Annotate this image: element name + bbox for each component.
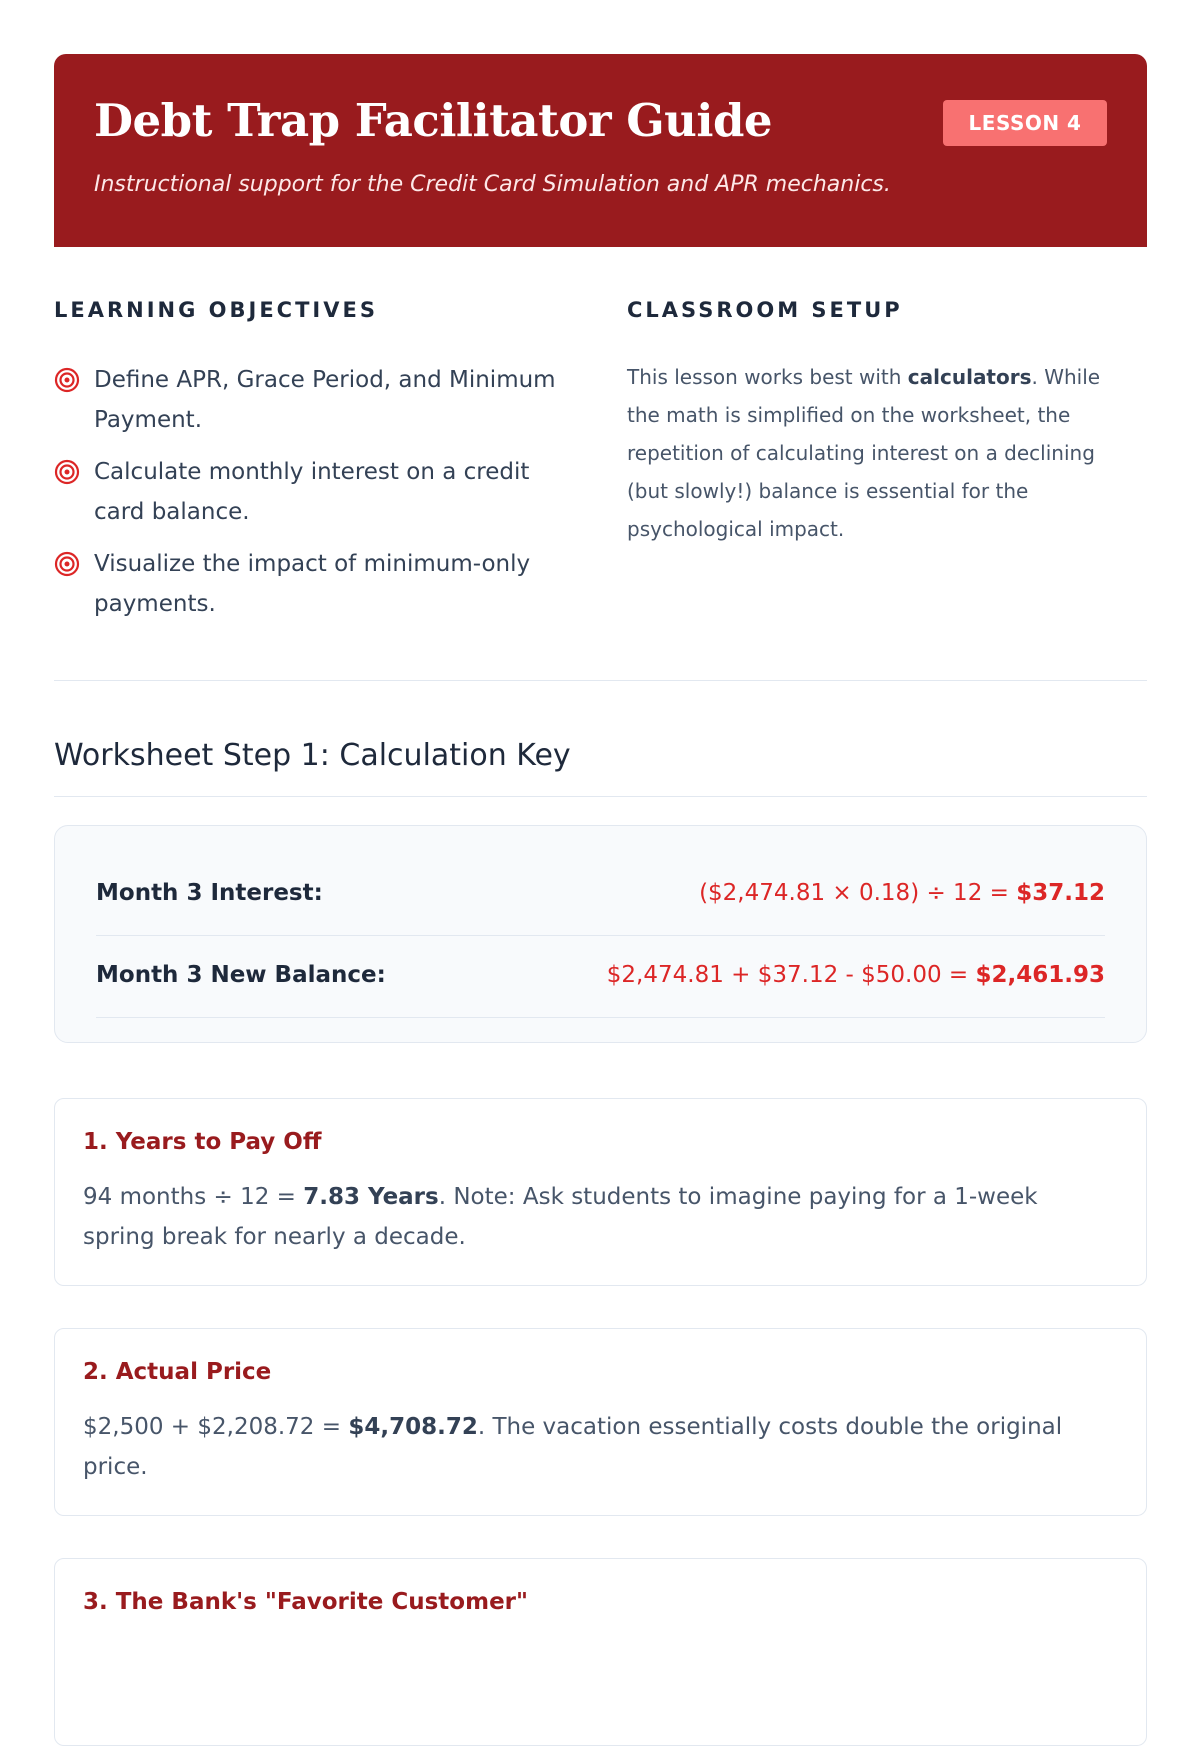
objectives-heading: LEARNING OBJECTIVES	[54, 298, 378, 322]
answer-text: $2,500 + $2,208.72 = $4,708.72. The vacation essentially costs double the original price.	[83, 1414, 1063, 1480]
objectives-list	[54, 360, 564, 636]
answer-card	[54, 1328, 1147, 1516]
target-icon	[54, 551, 80, 577]
list-item	[54, 360, 564, 440]
objective-text: Calculate monthly interest on a credit card balance.	[94, 459, 530, 525]
calc-formula: $2,474.81 + $37.12 - $50.00 = $2,461.93	[606, 962, 1105, 988]
calc-label: Month 3 New Balance:	[96, 962, 386, 988]
lesson-badge: LESSON 4	[943, 100, 1107, 146]
objective-text: Define APR, Grace Period, and Minimum Payment.	[94, 367, 556, 433]
calc-result: $2,461.93	[975, 962, 1105, 988]
calc-result: $37.12	[1016, 880, 1105, 906]
list-item	[54, 544, 564, 624]
objective-text: Visualize the impact of minimum-only payments.	[94, 551, 531, 617]
title-underline	[54, 796, 1147, 797]
page-subtitle: Instructional support for the Credit Card Simulation and APR mechanics.	[94, 172, 891, 197]
answer-card	[54, 1558, 1147, 1746]
answer-emphasis: 7.83 Years	[303, 1184, 439, 1210]
calc-row	[96, 854, 1105, 936]
section-divider	[54, 680, 1147, 681]
answer-title: 1. Years to Pay Off	[83, 1129, 322, 1155]
page-title: Debt Trap Facilitator Guide	[94, 94, 773, 147]
answer-card	[54, 1098, 1147, 1286]
lesson-header	[54, 54, 1147, 247]
calc-label: Month 3 Interest:	[96, 880, 323, 906]
answer-emphasis: $4,708.72	[348, 1414, 478, 1440]
setup-text: This lesson works best with calculators. While the math is simplified on the worksheet, the repetition of calculating interest on a declining (but slowly!) balance is essential for the psychological impact.	[627, 365, 1101, 541]
setup-emphasis: calculators	[907, 365, 1032, 389]
setup-heading: CLASSROOM SETUP	[627, 298, 903, 322]
answer-title: 3. The Bank's "Favorite Customer"	[83, 1589, 528, 1615]
calc-formula: ($2,474.81 × 0.18) ÷ 12 = $37.12	[699, 880, 1105, 906]
target-icon	[54, 459, 80, 485]
calculation-key	[54, 825, 1147, 1043]
answer-title: 2. Actual Price	[83, 1359, 272, 1385]
answer-text: 94 months ÷ 12 = 7.83 Years. Note: Ask students to imagine paying for a 1-week spring break for nearly a decade.	[83, 1184, 1038, 1250]
calc-row	[96, 936, 1105, 1018]
worksheet-title: Worksheet Step 1: Calculation Key	[54, 738, 571, 773]
list-item	[54, 452, 564, 532]
target-icon	[54, 367, 80, 393]
